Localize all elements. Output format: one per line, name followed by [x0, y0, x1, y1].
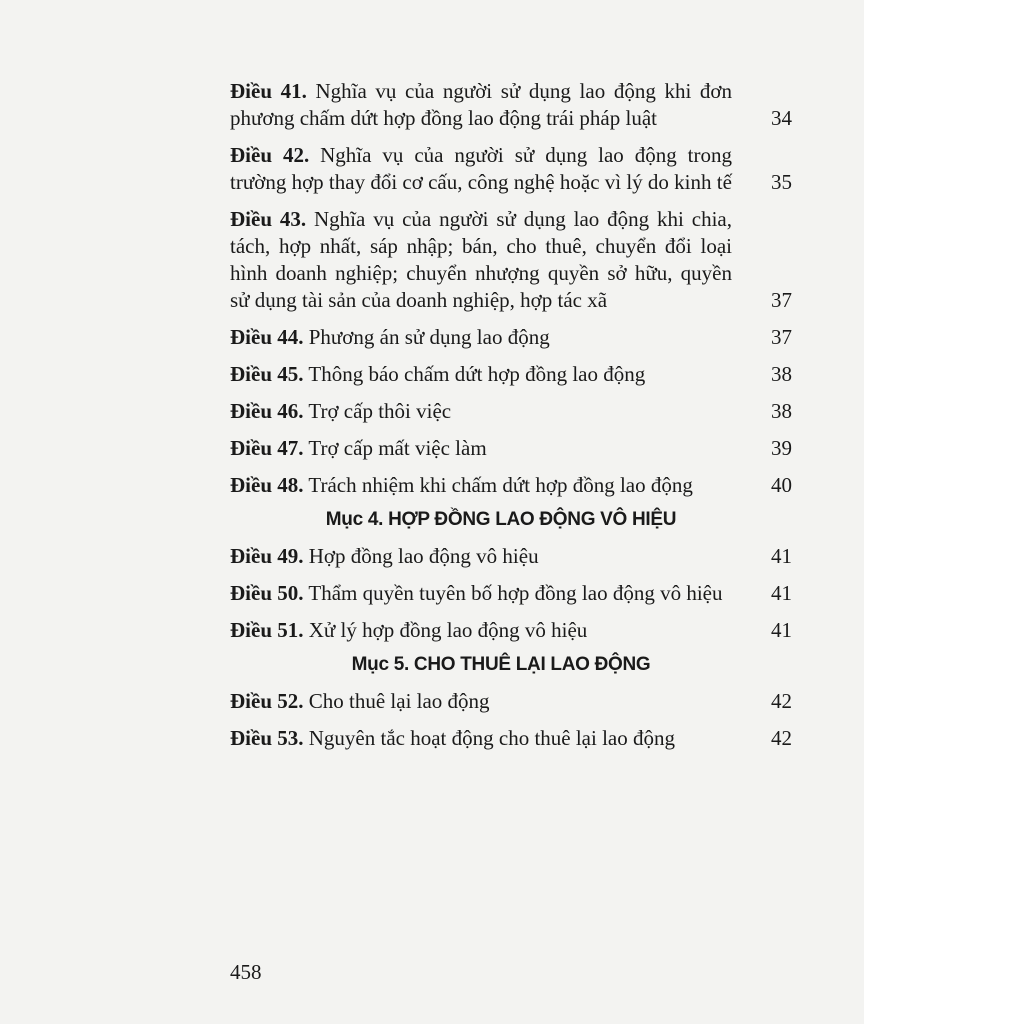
toc-entry-50 — [230, 580, 792, 607]
toc-entry-53 — [230, 725, 792, 752]
section-heading-4: Mục 4. HỢP ĐỒNG LAO ĐỘNG VÔ HIỆU — [325, 509, 677, 530]
entry-title: Cho thuê lại lao động — [303, 689, 490, 713]
entry-title: Hợp đồng lao động vô hiệu — [303, 544, 539, 568]
entry-title: Nghĩa vụ của người sử dụng lao động trong trường hợp thay đổi cơ cấu, công nghệ hoặc vì lý do kinh tế — [230, 143, 733, 194]
toc-entry-49 — [230, 543, 792, 570]
entry-label: Điều 42. — [230, 143, 310, 167]
page-number: 458 — [230, 960, 262, 984]
entry-page-number: 41 — [771, 618, 792, 642]
entry-label: Điều 52. — [230, 689, 304, 713]
entry-page-number: 37 — [771, 288, 792, 312]
entry-title: Trợ cấp thôi việc — [303, 399, 452, 423]
entry-page-number: 34 — [771, 106, 792, 130]
entry-page-number: 41 — [771, 544, 792, 568]
entry-page-number: 42 — [771, 726, 792, 750]
entry-label: Điều 41. — [230, 79, 307, 103]
entry-label: Điều 50. — [230, 581, 304, 605]
entry-page-number: 38 — [771, 399, 792, 423]
toc-entry-47 — [230, 435, 792, 462]
toc-entry-41 — [230, 78, 792, 132]
table-of-contents — [230, 78, 792, 762]
toc-entry-48 — [230, 472, 792, 499]
entry-title: Xử lý hợp đồng lao động vô hiệu — [303, 618, 588, 642]
toc-entry-44 — [230, 324, 792, 351]
entry-page-number: 42 — [771, 689, 792, 713]
entry-title: Nguyên tắc hoạt động cho thuê lại lao động — [303, 726, 675, 750]
toc-entry-42 — [230, 142, 792, 196]
entry-label: Điều 53. — [230, 726, 304, 750]
toc-entry-51 — [230, 617, 792, 644]
page-margin — [864, 0, 1024, 1024]
toc-entry-45 — [230, 361, 792, 388]
entry-title: Phương án sử dụng lao động — [303, 325, 550, 349]
entry-title: Trợ cấp mất việc làm — [303, 436, 487, 460]
entry-label: Điều 48. — [230, 473, 304, 497]
section-heading-5: Mục 5. CHO THUÊ LẠI LAO ĐỘNG — [351, 654, 651, 675]
entry-page-number: 41 — [771, 581, 792, 605]
entry-page-number: 37 — [771, 325, 792, 349]
entry-label: Điều 51. — [230, 618, 304, 642]
entry-label: Điều 45. — [230, 362, 304, 386]
entry-page-number: 35 — [771, 170, 792, 194]
entry-title: Nghĩa vụ của người sử dụng lao động khi chia, tách, hợp nhất, sáp nhập; bán, cho thuê, chuyển đổi loại hình doanh nghiệp; chuyển nhượng quyền sở hữu, quyền sử dụng tài sản của doanh nghiệp, hợp tác xã — [230, 207, 733, 312]
entry-page-number: 38 — [771, 362, 792, 386]
toc-entry-46 — [230, 398, 792, 425]
entry-label: Điều 44. — [230, 325, 304, 349]
entry-title: Thẩm quyền tuyên bố hợp đồng lao động vô hiệu — [303, 581, 723, 605]
entry-label: Điều 49. — [230, 544, 304, 568]
toc-entry-52 — [230, 688, 792, 715]
entry-page-number: 39 — [771, 436, 792, 460]
entry-title: Thông báo chấm dứt hợp đồng lao động — [303, 362, 646, 386]
entry-title: Nghĩa vụ của người sử dụng lao động khi đơn phương chấm dứt hợp đồng lao động trái pháp luật — [230, 79, 733, 130]
entry-label: Điều 46. — [230, 399, 304, 423]
entry-label: Điều 43. — [230, 207, 307, 231]
entry-page-number: 40 — [771, 473, 792, 497]
entry-title: Trách nhiệm khi chấm dứt hợp đồng lao động — [303, 473, 693, 497]
entry-label: Điều 47. — [230, 436, 304, 460]
toc-entry-43 — [230, 206, 792, 314]
